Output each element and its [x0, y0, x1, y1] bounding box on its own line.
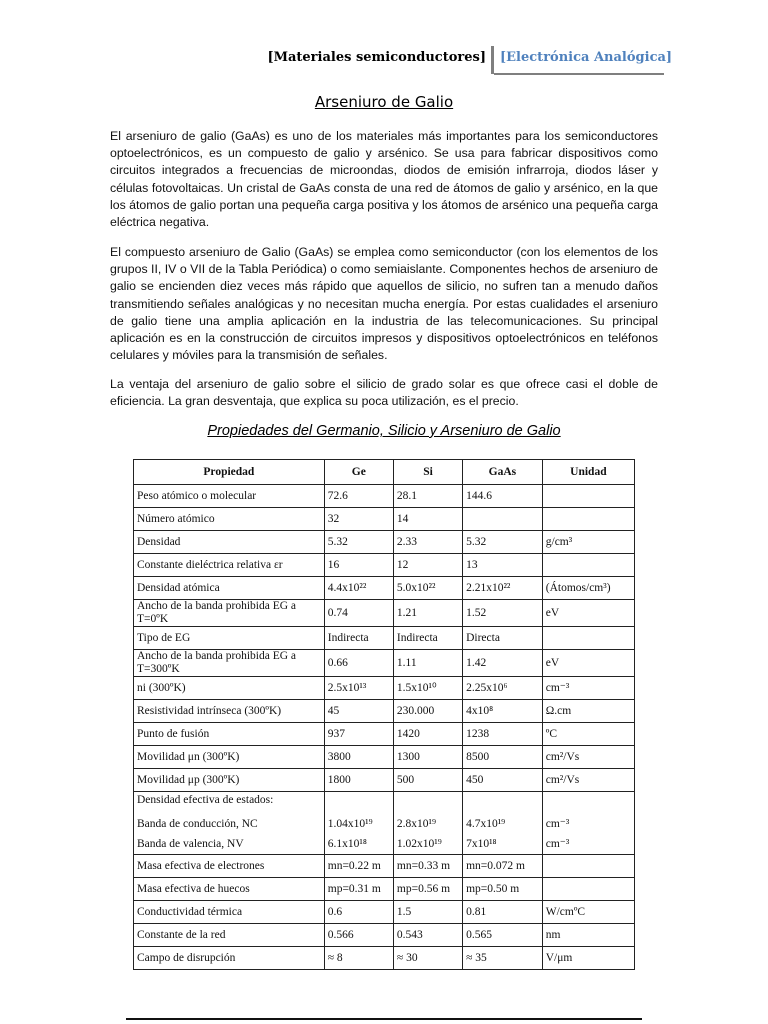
table-cell [542, 878, 634, 901]
table-cell: 144.6 [463, 485, 543, 508]
header-rule [494, 73, 664, 75]
table-cell: mn=0.22 m [324, 855, 393, 878]
table-cell: eV [542, 650, 634, 677]
table-row [134, 485, 635, 508]
table-cell: 500 [393, 769, 462, 792]
table-cell: cm²/Vs [542, 769, 634, 792]
table-cell: Resistividad intrínseca (300ºK) [134, 700, 325, 723]
properties-table [133, 459, 635, 970]
table-cell: 0.74 [324, 600, 393, 627]
valence-band-label: Banda de valencia, NV [137, 838, 244, 850]
table-cell: Peso atómico o molecular [134, 485, 325, 508]
table-cell: mp=0.31 m [324, 878, 393, 901]
table-cell: Densidad atómica [134, 577, 325, 600]
table-cell: 2.21x10²² [463, 577, 543, 600]
table-cell: Tipo de EG [134, 627, 325, 650]
table-row [134, 600, 635, 627]
table-cell [134, 792, 325, 855]
table-cell: 4.4x10²² [324, 577, 393, 600]
table-cell: 450 [463, 769, 543, 792]
table-cell: 72.6 [324, 485, 393, 508]
table-cell: Constante de la red [134, 924, 325, 947]
table-row [134, 554, 635, 577]
table-cell: Densidad [134, 531, 325, 554]
table-cell: ºC [542, 723, 634, 746]
table-cell-value: 4.7x10¹⁹ [466, 818, 506, 830]
table-cell [542, 627, 634, 650]
table-cell-value: cm⁻³ [545, 818, 570, 830]
page-title: Arseniuro de Galio [314, 93, 454, 111]
table-cell: cm⁻³ [542, 677, 634, 700]
table-cell: 2.25x10⁶ [463, 677, 543, 700]
table-row [134, 769, 635, 792]
table-row [134, 627, 635, 650]
table-cell: ≈ 30 [393, 947, 462, 970]
table-cell: 5.32 [463, 531, 543, 554]
table-cell: g/cm³ [542, 531, 634, 554]
table-cell: 28.1 [393, 485, 462, 508]
table-row [134, 901, 635, 924]
table-cell: 0.81 [463, 901, 543, 924]
table-cell: 0.543 [393, 924, 462, 947]
table-row [134, 723, 635, 746]
header-cell: GaAs [463, 460, 543, 485]
table-cell [463, 508, 543, 531]
table-cell: Movilidad μp (300ºK) [134, 769, 325, 792]
table-cell: 0.565 [463, 924, 543, 947]
header-section-label: [Materiales semiconductores] [267, 50, 486, 65]
table-cell: 14 [393, 508, 462, 531]
table-cell: Ancho de la banda prohibida EG a T=300ºK [134, 650, 325, 677]
table-cell [542, 792, 634, 855]
table-cell: mp=0.56 m [393, 878, 462, 901]
table-cell: Indirecta [393, 627, 462, 650]
table-row [134, 650, 635, 677]
table-cell: Indirecta [324, 627, 393, 650]
table-cell [542, 485, 634, 508]
table-cell [542, 554, 634, 577]
table-cell [393, 792, 462, 855]
table-cell: 8500 [463, 746, 543, 769]
table-cell: 1.52 [463, 600, 543, 627]
table-cell: V/μm [542, 947, 634, 970]
header-cell: Ge [324, 460, 393, 485]
table-cell: 1.5 [393, 901, 462, 924]
table-cell: 16 [324, 554, 393, 577]
table-cell [324, 792, 393, 855]
table-cell-value: 6.1x10¹⁸ [327, 838, 367, 850]
table-cell: Punto de fusión [134, 723, 325, 746]
table-cell: cm²/Vs [542, 746, 634, 769]
table-cell: mp=0.50 m [463, 878, 543, 901]
table-cell: Ω.cm [542, 700, 634, 723]
table-cell: 12 [393, 554, 462, 577]
table-cell-value: 7x10¹⁸ [466, 838, 497, 850]
table-cell: Directa [463, 627, 543, 650]
page-header [0, 46, 768, 76]
table-cell: 3800 [324, 746, 393, 769]
table-cell: 2.5x10¹³ [324, 677, 393, 700]
table-row [134, 947, 635, 970]
table-cell [542, 508, 634, 531]
table-cell: Conductividad térmica [134, 901, 325, 924]
table-cell: Movilidad μn (300ºK) [134, 746, 325, 769]
table-cell [542, 855, 634, 878]
table-cell: ni (300ºK) [134, 677, 325, 700]
table-title: Propiedades del Germanio, Silicio y Arseniuro de Galio [207, 423, 561, 439]
table-row [134, 700, 635, 723]
table-cell: W/cmºC [542, 901, 634, 924]
table-cell: Constante dieléctrica relativa εr [134, 554, 325, 577]
header-cell: Si [393, 460, 462, 485]
table-cell: 2.33 [393, 531, 462, 554]
table-cell: 0.66 [324, 650, 393, 677]
table-row [134, 677, 635, 700]
table-cell: Masa efectiva de electrones [134, 855, 325, 878]
states-heading: Densidad efectiva de estados: [137, 794, 274, 806]
table-cell: mn=0.33 m [393, 855, 462, 878]
table-row [134, 878, 635, 901]
table-cell: Número atómico [134, 508, 325, 531]
table-header-row [134, 460, 635, 485]
table-cell: 1.5x10¹⁰ [393, 677, 462, 700]
table-cell: ≈ 8 [324, 947, 393, 970]
table-cell: ≈ 35 [463, 947, 543, 970]
table-cell: 1300 [393, 746, 462, 769]
table-row [134, 855, 635, 878]
table-cell: nm [542, 924, 634, 947]
header-cell: Propiedad [134, 460, 325, 485]
table-cell-value: 2.8x10¹⁹ [396, 818, 437, 830]
table-cell: 0.566 [324, 924, 393, 947]
paragraph-advantages: La ventaja del arseniuro de galio sobre el silicio de grado solar es que ofrece casi el doble de eficiencia. La gran desventaja, que explica su poca utilización, es el precio. [110, 377, 658, 409]
table-cell: Masa efectiva de huecos [134, 878, 325, 901]
table-cell [463, 792, 543, 855]
header-course-label: [Electrónica Analógica] [500, 50, 673, 65]
table-cell: Campo de disrupción [134, 947, 325, 970]
table-cell: 230.000 [393, 700, 462, 723]
table-cell: 1.21 [393, 600, 462, 627]
header-separator [491, 46, 494, 74]
table-cell: (Átomos/cm³) [542, 577, 634, 600]
table-row-effective-states [134, 792, 635, 855]
header-cell: Unidad [542, 460, 634, 485]
table-cell: 0.6 [324, 901, 393, 924]
conduction-band-label: Banda de conducción, NC [137, 818, 258, 830]
table-cell-value: 1.04x10¹⁹ [327, 818, 373, 830]
table-cell: 45 [324, 700, 393, 723]
table-cell: Ancho de la banda prohibida EG a T=0ºK [134, 600, 325, 627]
table-cell: 5.32 [324, 531, 393, 554]
table-row [134, 924, 635, 947]
table-cell: 1238 [463, 723, 543, 746]
table-cell: 13 [463, 554, 543, 577]
table-cell: 4x10⁸ [463, 700, 543, 723]
table-row [134, 746, 635, 769]
table-row [134, 577, 635, 600]
table-cell-value: 1.02x10¹⁹ [396, 838, 442, 850]
table-cell: 5.0x10²² [393, 577, 462, 600]
table-row [134, 531, 635, 554]
table-cell: 937 [324, 723, 393, 746]
table-cell: 1.11 [393, 650, 462, 677]
table-row [134, 508, 635, 531]
table-cell: 1420 [393, 723, 462, 746]
table-cell: 1800 [324, 769, 393, 792]
table-cell: 32 [324, 508, 393, 531]
paragraph-applications: El compuesto arseniuro de Galio (GaAs) se emplea como semiconductor (con los elementos de los grupos II, IV o VII de la Tabla Periódica) o como semiaislante. Componentes hechos de arseniuro de galio se encienden diez veces más rápido que aquellos de silicio, no sufren tan a menudo daños transmitiendo señales analógicas y no necesitan mucha energía. Por estas cualidades el arseniuro de galio tiene una amplia aplicación en la industria de las telecomunicaciones. Su principal aplicación es en la construcción de circuitos impresos y dispositivos optoelectrónicos en teléfonos celulares y móviles para la transmisión de señales. [110, 245, 658, 363]
table-cell: mn=0.072 m [463, 855, 543, 878]
table-cell: 1.42 [463, 650, 543, 677]
page-bottom-rule [126, 1018, 642, 1020]
table-cell-value: cm⁻³ [545, 838, 570, 850]
table-cell: eV [542, 600, 634, 627]
paragraph-intro: El arseniuro de galio (GaAs) es uno de los materiales más importantes para los semiconductores optoelectrónicos, es un compuesto de galio y arsénico. Se usa para fabricar dispositivos como circuitos integrados a frecuencias de microondas, diodos de emisión infrarroja, diodos láser y células fotovoltaicas. Un cristal de GaAs consta de una red de átomos de galio y arsénico, en la que los átomos de galio portan una pequeña carga positiva y los átomos de arsénico una pequeña carga eléctrica negativa. [110, 129, 658, 230]
